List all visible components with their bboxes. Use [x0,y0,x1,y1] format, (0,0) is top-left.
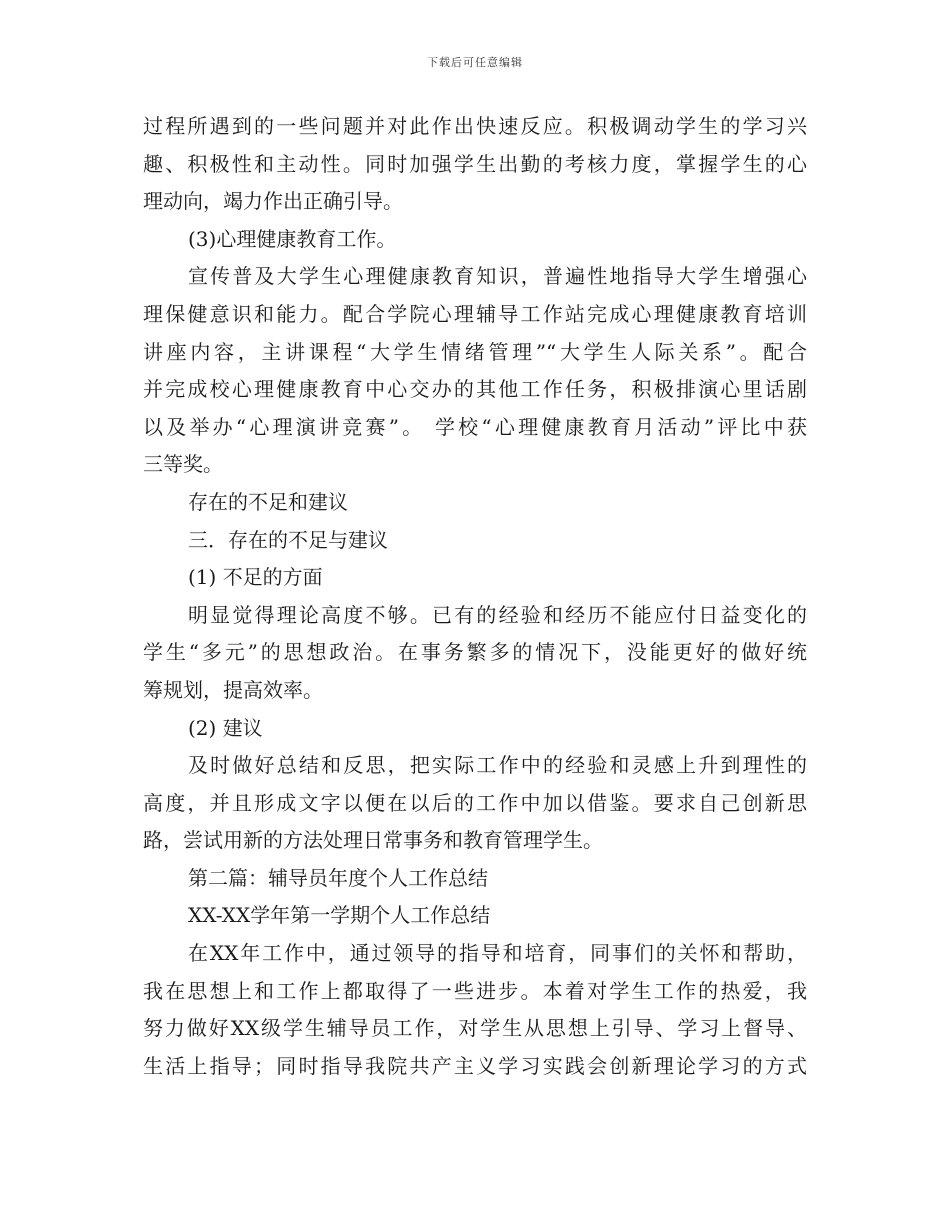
text-line: 并完成校心理健康教育中心交办的其他工作任务，积极排演心里话剧 [143,377,807,402]
text-line: 在XX年工作中，通过领导的指导和培育，同事们的关怀和帮助， [188,941,807,966]
section-heading: 第二篇：辅导员年度个人工作总结 [188,865,488,890]
text-line: 努力做好XX级学生辅导员工作，对学生从思想上引导、学习上督导、 [143,1016,807,1041]
section-heading: (2) 建议 [188,715,263,740]
text-line: 生活上指导；同时指导我院共产主义学习实践会创新理论学习的方式 [143,1053,807,1078]
text-line: 理保健意识和能力。配合学院心理辅导工作站完成心理健康教育培训 [143,301,807,326]
text-line: 讲座内容，主讲课程“大学生情绪管理”“大学生人际关系”。配合 [143,339,807,364]
section-heading: (1) 不足的方面 [188,565,323,590]
text-line: 及时做好总结和反思，把实际工作中的经验和灵感上升到理性的 [188,753,807,778]
section-heading: 三．存在的不足与建议 [188,527,388,552]
text-line: 趣、积极性和主动性。同时加强学生出勤的考核力度，掌握学生的心 [143,151,807,176]
section-heading: (3)心理健康教育工作。 [188,226,397,251]
section-heading: 存在的不足和建议 [188,489,348,514]
text-line: 过程所遇到的一些问题并对此作出快速反应。积极调动学生的学习兴 [143,114,807,138]
text-line: 路，尝试用新的方法处理日常事务和教育管理学生。 [143,828,603,853]
text-line: 筹规划，提高效率。 [143,677,323,702]
page-header-note: 下载后可任意编辑 [427,56,523,69]
text-line: 三等奖。 [143,452,223,477]
text-line: 我在思想上和工作上都取得了一些进步。本着对学生工作的热爱，我 [143,978,807,1003]
section-heading: XX-XX学年第一学期个人工作总结 [188,903,491,928]
text-line: 高度，并且形成文字以便在以后的工作中加以借鉴。要求自己创新思 [143,790,807,815]
text-line: 以及举办“心理演讲竞赛”。 学校“心理健康教育月活动”评比中获 [143,414,807,439]
text-line: 理动向，竭力作出正确引导。 [143,189,403,214]
text-line: 宣传普及大学生心理健康教育知识，普遍性地指导大学生增强心 [188,264,807,289]
text-line: 明显觉得理论高度不够。已有的经验和经历不能应付日益变化的 [188,602,807,627]
text-line: 学生“多元”的思想政治。在事务繁多的情况下，没能更好的做好统 [143,640,807,665]
document-body [143,108,807,1085]
